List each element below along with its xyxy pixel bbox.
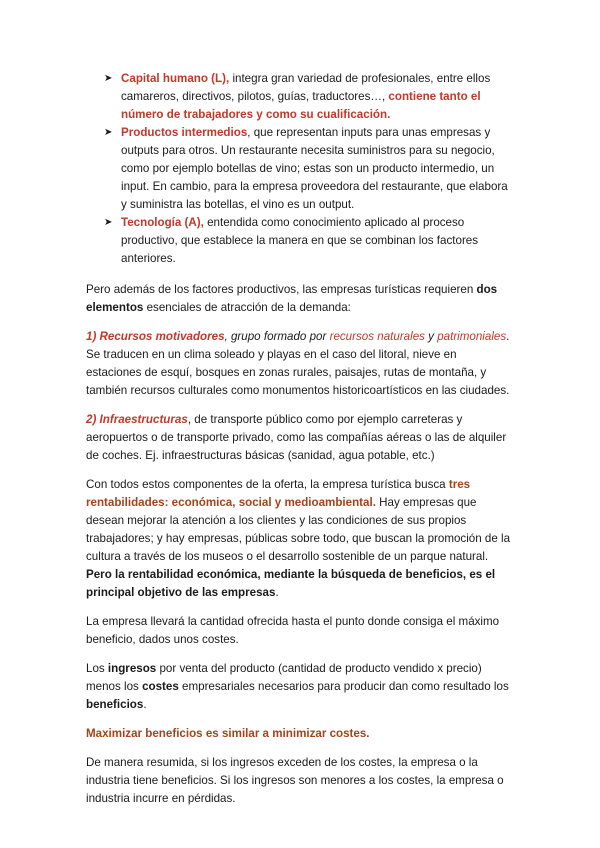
paragraph-intro-elements [86, 281, 514, 317]
paragraph-bold: Pero la rentabilidad económica, mediante la búsqueda de beneficios, es el principal objetivo de las empresas [86, 568, 496, 599]
paragraph-text: . Se traducen en un clima soleado y playas en el caso del litoral, nieve en estaciones de esquí, bosques en zonas rurales, paisajes, rutas de montaña, y también recursos culturales como monumentos historicoartísticos en las ciudades. [86, 330, 510, 397]
paragraph-text: Pero además de los factores productivos, las empresas turísticas requieren [86, 283, 477, 296]
list-item [86, 70, 514, 124]
paragraph-text: y [424, 330, 438, 343]
paragraph-recursos [86, 328, 514, 400]
paragraph-text: , grupo formado por [224, 330, 330, 343]
bullet-text: entendida como conocimiento aplicado al proceso productivo, que establece la manera en que se combinan los factores anteriores. [121, 216, 479, 265]
paragraph-cantidad [86, 613, 514, 649]
paragraph-text: Los [86, 662, 108, 675]
section-label: 1) Recursos motivadores [86, 330, 225, 343]
paragraph-text: . [275, 586, 279, 599]
list-item [86, 214, 514, 268]
paragraph-text: por venta del producto (cantidad de producto vendido x precio) menos los [86, 662, 482, 693]
paragraph-rentabilidades [86, 476, 514, 602]
bullet-text: integra gran variedad de profesionales, entre ellos camareros, directivos, pilotos, guías, traductores…, [121, 72, 491, 103]
bullet-text: , que representan inputs para unas empresas y outputs para otros. Un restaurante necesita suministros para su negocio, como por ejemplo botellas de vino; estas son un producto intermedio, un input. En cambio, para la empresa proveedora del restaurante, que elabora y suministra las botellas, el vino es un output. [121, 126, 508, 211]
paragraph-resumen: De manera resumida, si los ingresos exceden de los costes, la empresa o la industria tiene beneficios. Si los ingresos son menores a los costes, la empresa o industria incurre en pérdidas. [86, 756, 504, 805]
bullet-label: Productos intermedios [121, 126, 248, 139]
paragraph-bold: beneficios [86, 698, 144, 711]
highlight-text: patrimoniales [437, 330, 507, 343]
highlight-text: tres rentabilidades: económica, social y medioambiental. [86, 478, 471, 509]
paragraph-text: La empresa llevará la cantidad ofrecida hasta el punto donde consiga el máximo beneficio, dados unos costes. [86, 615, 500, 646]
paragraph-text: esenciales de atracción de la demanda: [143, 301, 351, 314]
bullet-emphasis: contiene tanto el número de trabajadores y como su cualificación. [121, 90, 481, 121]
section-label: 2) Infraestructuras [86, 413, 188, 426]
arrow-bullet-icon: ➤ [104, 73, 113, 84]
paragraph-maximizar: Maximizar beneficios es similar a minimizar costes. [86, 727, 370, 740]
paragraph-text: . [143, 698, 147, 711]
paragraph-bold: dos elementos [86, 283, 498, 314]
paragraph-bold: costes [142, 680, 179, 693]
list-item [86, 124, 514, 214]
paragraph-text: Hay empresas que desean mejorar la atención a los clientes y las condiciones de sus propios trabajadores; y hay empresas, públicas sobre todo, que buscan la promoción de la cultura a través de los museos o el desarrollo sostenible de un parque natural. [86, 496, 511, 563]
factor-list [86, 70, 514, 268]
paragraph-infraestructuras [86, 411, 514, 465]
paragraph-bold: ingresos [107, 662, 157, 675]
document-body [86, 70, 514, 819]
paragraph-text: empresariales necesarios para producir dan como resultado los [178, 680, 509, 693]
arrow-bullet-icon: ➤ [104, 127, 113, 138]
paragraph-text: Con todos estos componentes de la oferta, la empresa turística busca [86, 478, 449, 491]
paragraph-ingresos [86, 660, 514, 714]
paragraph-text: , de transporte público como por ejemplo carreteras y aeropuertos o de transporte privado, como las compañías aéreas o las de alquiler de coches. Ej. infraestructuras básicas (sanidad, agua potable, etc.) [86, 413, 507, 462]
highlight-text: recursos naturales [329, 330, 425, 343]
bullet-label: Tecnología (A), [121, 216, 204, 229]
bullet-label: Capital humano (L), [121, 72, 230, 85]
arrow-bullet-icon: ➤ [104, 217, 113, 228]
